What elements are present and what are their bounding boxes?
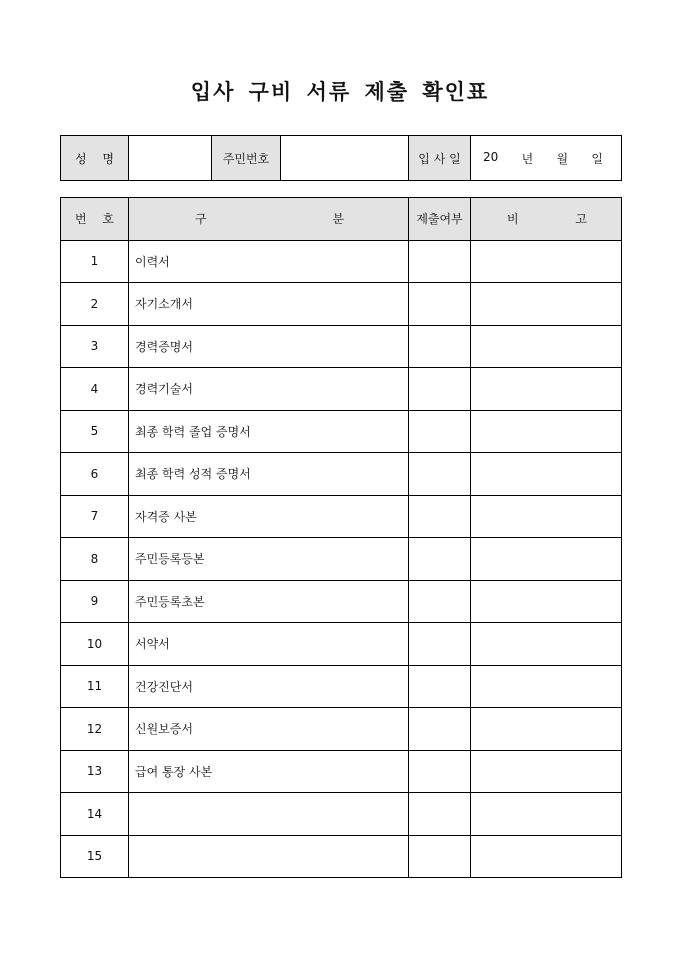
row-number: 12 <box>61 708 129 751</box>
row-number: 9 <box>61 580 129 623</box>
header-remarks: 비 고 <box>471 198 622 241</box>
document-name: 신원보증서 <box>129 708 409 751</box>
remarks-cell[interactable] <box>471 793 622 836</box>
submitted-cell[interactable] <box>409 410 471 453</box>
name-label: 성 명 <box>61 136 129 181</box>
remarks-cell[interactable] <box>471 240 622 283</box>
table-row <box>61 708 622 751</box>
table-row <box>61 835 622 878</box>
table-row <box>61 793 622 836</box>
remarks-cell[interactable] <box>471 750 622 793</box>
table-row <box>61 623 622 666</box>
submitted-cell[interactable] <box>409 623 471 666</box>
document-name: 경력기술서 <box>129 368 409 411</box>
remarks-cell[interactable] <box>471 623 622 666</box>
document-name: 서약서 <box>129 623 409 666</box>
table-row <box>61 750 622 793</box>
remarks-cell[interactable] <box>471 538 622 581</box>
header-category: 구 분 <box>129 198 409 241</box>
resident-no-label: 주민번호 <box>212 136 281 181</box>
table-row <box>61 580 622 623</box>
document-name[interactable] <box>129 793 409 836</box>
document-name: 급여 통장 사본 <box>129 750 409 793</box>
remarks-cell[interactable] <box>471 368 622 411</box>
header-submitted: 제출여부 <box>409 198 471 241</box>
submitted-cell[interactable] <box>409 495 471 538</box>
row-number: 8 <box>61 538 129 581</box>
remarks-cell[interactable] <box>471 325 622 368</box>
page-title: 입사 구비 서류 제출 확인표 <box>190 79 490 104</box>
header-no: 번 호 <box>61 198 129 241</box>
row-number: 11 <box>61 665 129 708</box>
row-number: 4 <box>61 368 129 411</box>
document-name: 자기소개서 <box>129 283 409 326</box>
document-name: 주민등록등본 <box>129 538 409 581</box>
document-checklist-table <box>60 197 622 878</box>
row-number: 7 <box>61 495 129 538</box>
table-row <box>61 410 622 453</box>
remarks-cell[interactable] <box>471 835 622 878</box>
name-field[interactable] <box>129 136 212 181</box>
row-number: 10 <box>61 623 129 666</box>
submitted-cell[interactable] <box>409 368 471 411</box>
table-row <box>61 453 622 496</box>
row-number: 14 <box>61 793 129 836</box>
remarks-cell[interactable] <box>471 580 622 623</box>
join-date-field[interactable]: 20 년 월 일 <box>471 136 622 181</box>
row-number: 6 <box>61 453 129 496</box>
submitted-cell[interactable] <box>409 325 471 368</box>
remarks-cell[interactable] <box>471 495 622 538</box>
submitted-cell[interactable] <box>409 835 471 878</box>
remarks-cell[interactable] <box>471 283 622 326</box>
submitted-cell[interactable] <box>409 750 471 793</box>
table-row <box>61 325 622 368</box>
row-number: 13 <box>61 750 129 793</box>
table-row <box>61 368 622 411</box>
row-number: 15 <box>61 835 129 878</box>
row-number: 5 <box>61 410 129 453</box>
table-row <box>61 495 622 538</box>
submitted-cell[interactable] <box>409 793 471 836</box>
table-row <box>61 240 622 283</box>
row-number: 1 <box>61 240 129 283</box>
resident-no-field[interactable] <box>281 136 409 181</box>
submitted-cell[interactable] <box>409 708 471 751</box>
submitted-cell[interactable] <box>409 453 471 496</box>
submitted-cell[interactable] <box>409 538 471 581</box>
document-name[interactable] <box>129 835 409 878</box>
submitted-cell[interactable] <box>409 283 471 326</box>
submitted-cell[interactable] <box>409 240 471 283</box>
document-name: 자격증 사본 <box>129 495 409 538</box>
submitted-cell[interactable] <box>409 580 471 623</box>
table-row <box>61 283 622 326</box>
row-number: 2 <box>61 283 129 326</box>
remarks-cell[interactable] <box>471 453 622 496</box>
table-row <box>61 538 622 581</box>
join-date-label: 입 사 일 <box>409 136 471 181</box>
document-name: 주민등록초본 <box>129 580 409 623</box>
remarks-cell[interactable] <box>471 410 622 453</box>
document-name: 최종 학력 졸업 증명서 <box>129 410 409 453</box>
remarks-cell[interactable] <box>471 665 622 708</box>
document-name: 이력서 <box>129 240 409 283</box>
row-number: 3 <box>61 325 129 368</box>
applicant-info-table <box>60 135 622 181</box>
table-row <box>61 665 622 708</box>
document-name: 경력증명서 <box>129 325 409 368</box>
remarks-cell[interactable] <box>471 708 622 751</box>
submitted-cell[interactable] <box>409 665 471 708</box>
document-name: 최종 학력 성적 증명서 <box>129 453 409 496</box>
document-name: 건강진단서 <box>129 665 409 708</box>
